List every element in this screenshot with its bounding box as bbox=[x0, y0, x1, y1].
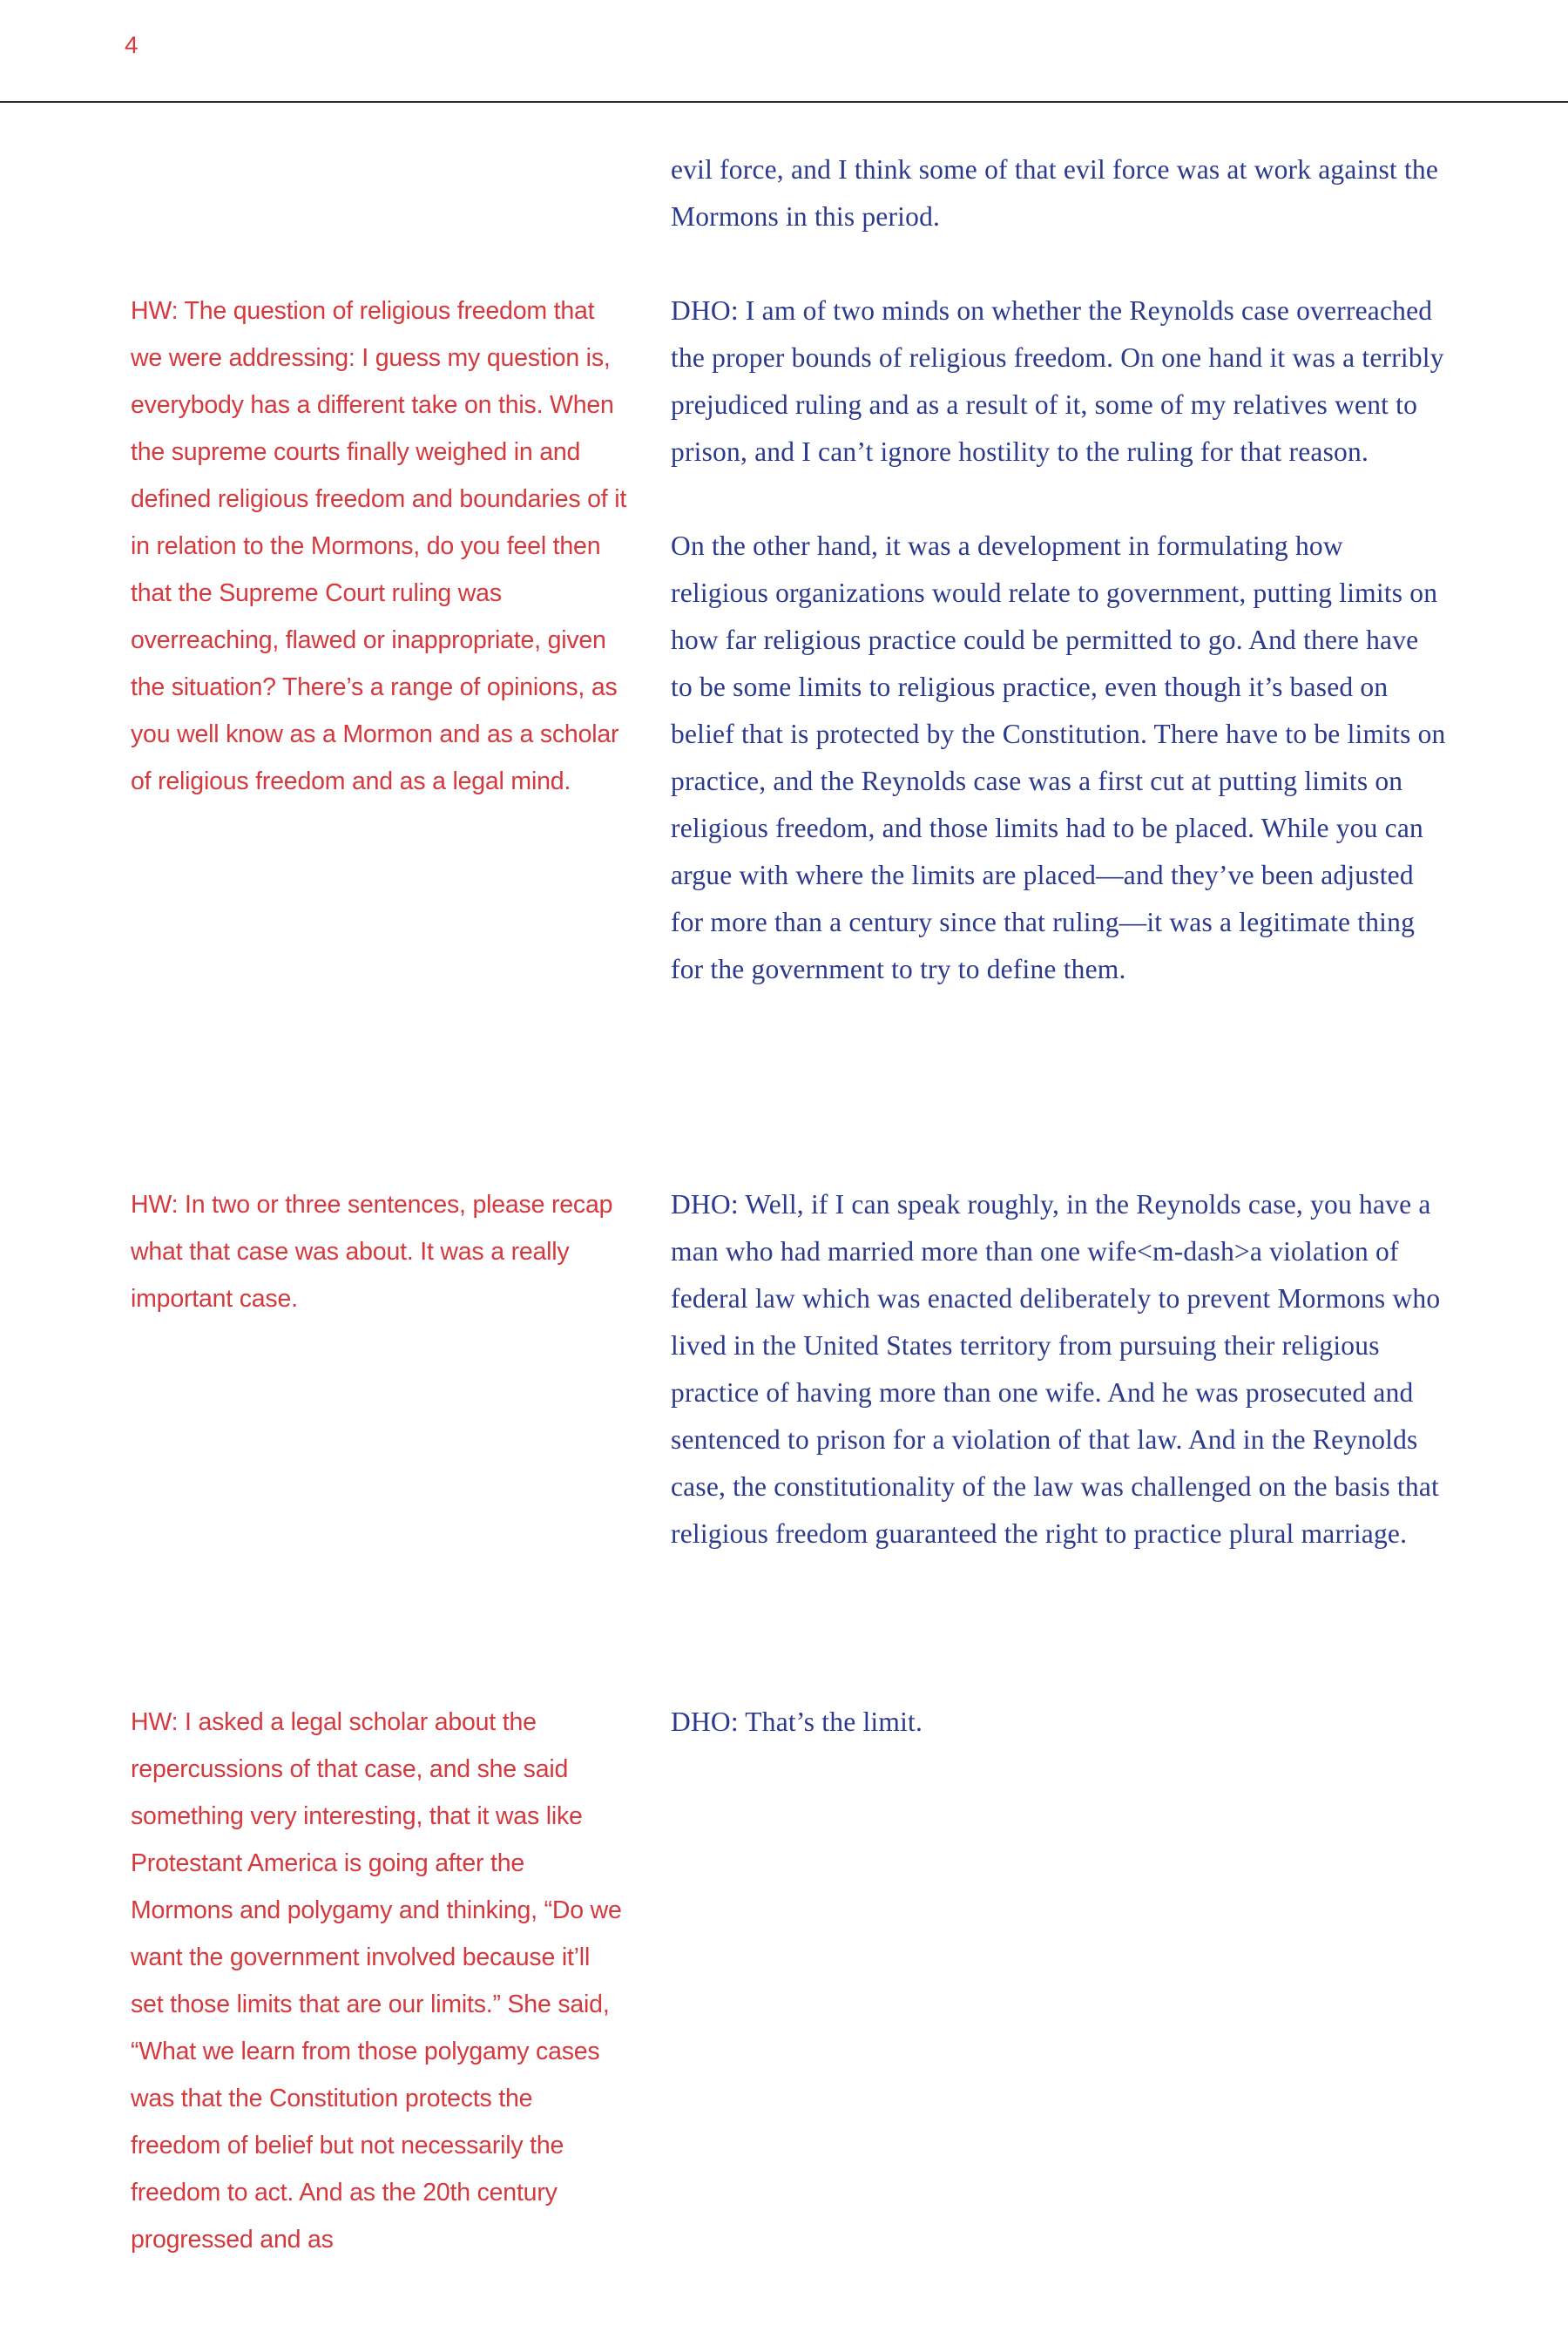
answer-column bbox=[671, 287, 1446, 993]
answer-paragraph: DHO: That’s the limit. bbox=[671, 1707, 923, 1737]
question-paragraph: HW: The question of religious freedom that we were addressing: I guess my question is, everybody has a different take on this. When the supreme courts finally weighed in and defined religious freedom and boundaries of it in relation to the Mormons, do you feel then that the Supreme Court ruling was overreaching, flawed or inappropriate, given the situation? There’s a range of opinions, as you well know as a Mormon and as a scholar of religious freedom and as a legal mind. bbox=[131, 297, 627, 795]
question-column bbox=[131, 1699, 627, 2263]
answer-paragraph: evil force, and I think some of that evil force was at work against the Mormons in this period. bbox=[671, 154, 1439, 232]
answer-paragraph: On the other hand, it was a development in formulating how religious organizations would relate to government, putting limits on how far religious practice could be permitted to go. And there have to be some limits to religious practice, even though it’s based on belief that is protected by the Constitution. There have to be limits on practice, and the Reynolds case was a first cut at putting limits on religious freedom, and those limits had to be placed. While you can argue with where the limits are placed—and they’ve been adjusted for more than a century since that ruling—it was a legitimate thing for the government to try to define them. bbox=[671, 531, 1446, 984]
header-rule bbox=[0, 101, 1568, 103]
page-number: 4 bbox=[125, 31, 139, 58]
question-paragraph: HW: I asked a legal scholar about the repercussions of that case, and she said something very interesting, that it was like Protestant America is going after the Mormons and polygamy and thinking, “Do we want the government involved because it’ll set those limits that are our limits.” She said, “What we learn from those polygamy cases was that the Constitution protects the freedom of belief but not necessarily the freedom to act. And as the 20th century progressed and as bbox=[131, 1708, 622, 2254]
question-paragraph: HW: In two or three sentences, please recap what that case was about. It was a really important case. bbox=[131, 1191, 613, 1313]
question-column bbox=[131, 1181, 627, 1322]
answer-column bbox=[671, 146, 1446, 240]
answer-paragraph: DHO: Well, if I can speak roughly, in the Reynolds case, you have a man who had married more than one wife<m-dash>a violation of federal law which was enacted deliberately to prevent Mormons who lived in the United States territory from pursuing their religious practice of having more than one wife. And he was prosecuted and sentenced to prison for a violation of that law. And in the Reynolds case, the constitutionality of the law was challenged on the basis that religious freedom guaranteed the right to practice plural marriage. bbox=[671, 1189, 1441, 1549]
question-column bbox=[131, 287, 627, 805]
answer-column bbox=[671, 1181, 1446, 1558]
answer-column bbox=[671, 1699, 1446, 1746]
answer-paragraph: DHO: I am of two minds on whether the Reynolds case overreached the proper bounds of religious freedom. On one hand it was a terribly prejudiced ruling and as a result of it, some of my relatives went to prison, and I can’t ignore hostility to the ruling for that reason. bbox=[671, 295, 1444, 467]
